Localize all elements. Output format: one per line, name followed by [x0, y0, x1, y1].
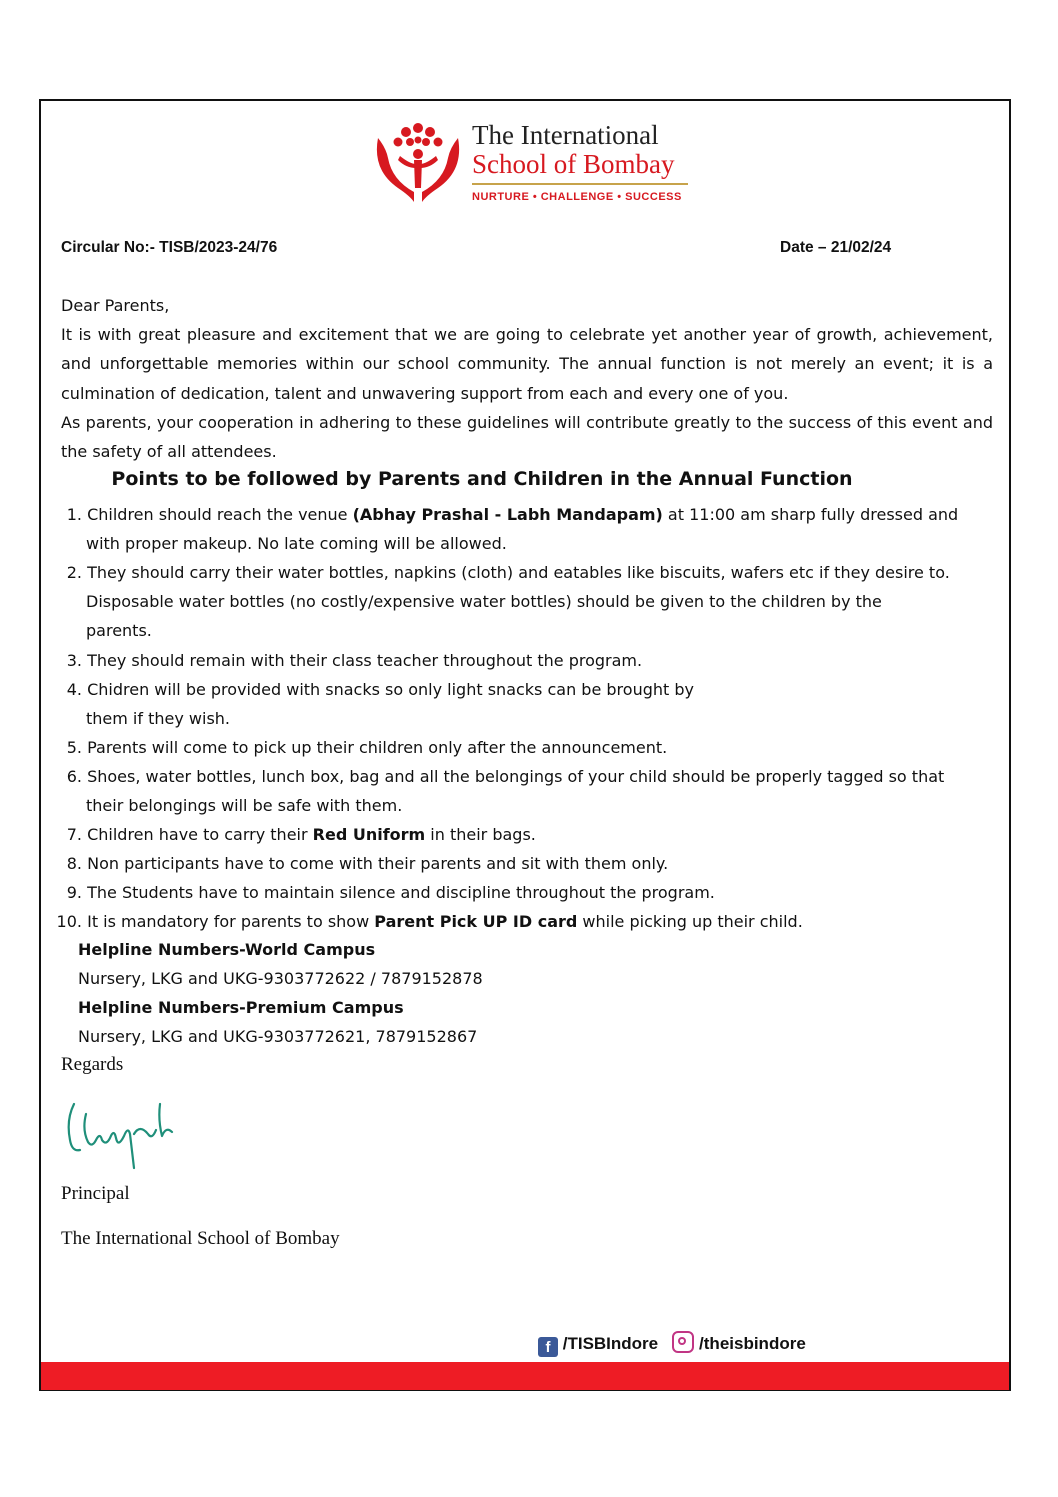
guideline-item-4: 4. Chidren will be provided with snacks so only light snacks can be brought by them if they wish. [66, 680, 694, 729]
guideline-item-10: 10. It is mandatory for parents to show Parent Pick UP ID card while picking up their child. [56, 912, 803, 931]
guideline-item-6: 6. Shoes, water bottles, lunch box, bag and all the belongings of your child should be properly tagged so that their belongings will be safe with them. [66, 767, 945, 816]
closing-regards: Regards [61, 1054, 124, 1075]
footer-red-bar [41, 1362, 1009, 1390]
helpline-premium-title: Helpline Numbers-Premium Campus [78, 998, 404, 1017]
salutation: Dear Parents, [61, 296, 170, 315]
school-name-line1: The International [472, 120, 659, 150]
guideline-item-9: 9. The Students have to maintain silence and discipline throughout the program. [66, 883, 715, 902]
guidelines-paragraph: As parents, your cooperation in adhering to these guidelines will contribute greatly to the success of this event and the safety of all attendees. [61, 413, 993, 462]
school-name-line2: School of Bombay [472, 149, 675, 179]
instagram-icon [672, 1331, 694, 1353]
school-logo [370, 118, 700, 210]
social-links [538, 1331, 806, 1357]
principal-signature [62, 1090, 182, 1170]
helpline-premium-numbers: Nursery, LKG and UKG-9303772621, 7879152867 [78, 1027, 478, 1046]
circular-number: Circular No:- TISB/2023-24/76 [61, 239, 278, 256]
guideline-item-1: 1. Children should reach the venue (Abhay Prashal - Labh Mandapam) at 11:00 am sharp fully dressed and with proper makeup. No late coming will be allowed. [66, 505, 959, 554]
instagram-handle[interactable]: /theisbindore [699, 1334, 806, 1353]
guideline-item-3: 3. They should remain with their class teacher throughout the program. [66, 651, 643, 670]
guideline-item-5: 5. Parents will come to pick up their children only after the announcement. [66, 738, 668, 757]
logo-divider [472, 183, 688, 185]
guidelines-heading: Points to be followed by Parents and Children in the Annual Function [111, 468, 853, 490]
intro-paragraph: It is with great pleasure and excitement that we are going to celebrate yet another year of growth, achievement, and unforgettable memories within our school community. The annual function is not merely an event; it is a culmination of dedication, talent and unwavering support from each and every one of you. [61, 325, 993, 403]
facebook-handle[interactable]: /TISBIndore [562, 1334, 659, 1353]
helpline-world-numbers: Nursery, LKG and UKG-9303772622 / 7879152878 [78, 969, 483, 988]
guideline-item-8: 8. Non participants have to come with their parents and sit with them only. [66, 854, 669, 873]
school-name-footer: The International School of Bombay [61, 1228, 340, 1249]
guideline-item-7: 7. Children have to carry their Red Uniform in their bags. [66, 825, 536, 844]
lotus-hands-emblem [370, 118, 465, 210]
guideline-item-2: 2. They should carry their water bottles, napkins (cloth) and eatables like biscuits, wafers etc if they desire to. Disposable water bottles (no costly/expensive water bottles) should be given to the children by the parents. [66, 563, 950, 641]
school-tagline: NURTURE • CHALLENGE • SUCCESS [472, 191, 682, 203]
signatory-designation: Principal [61, 1183, 130, 1204]
helpline-world-title: Helpline Numbers-World Campus [78, 940, 376, 959]
circular-date: Date – 21/02/24 [780, 239, 892, 256]
facebook-icon: f [538, 1337, 558, 1357]
